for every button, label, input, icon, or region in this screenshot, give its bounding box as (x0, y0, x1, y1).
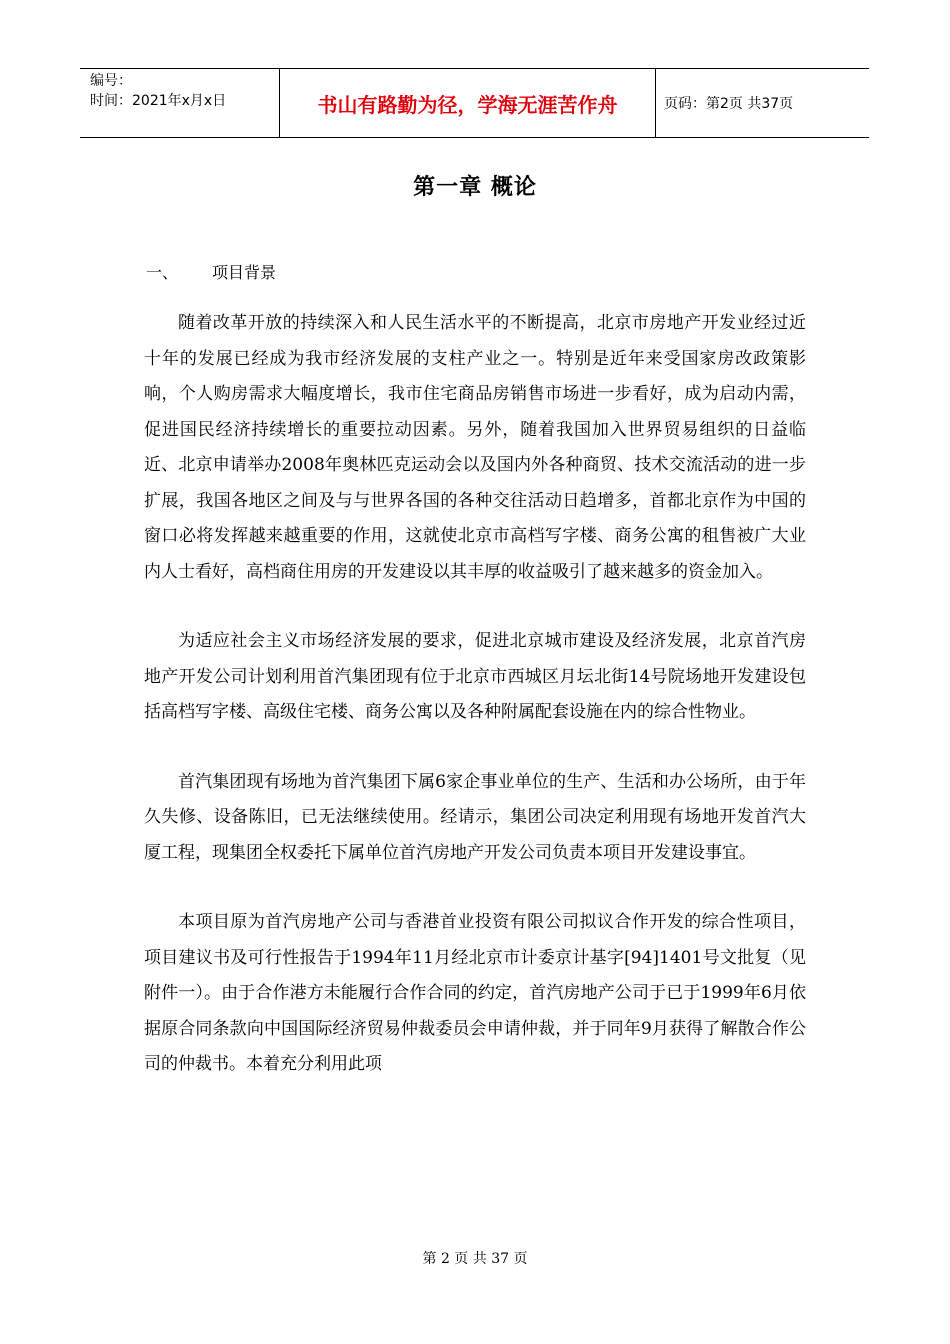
section-heading (146, 260, 276, 283)
document-time: 时间：2021年x月x日 (90, 93, 227, 109)
chapter-title: 第一章 概论 (413, 175, 537, 200)
paragraph: 首汽集团现有场地为首汽集团下属6家企事业单位的生产、生活和办公场所，由于年久失修、设备陈旧，已无法继续使用。经请示，集团公司决定利用现有场地开发首汽大厦工程，现集团全权委托下属单位首汽房地产开发公司负责本项目开发建设事宜。 (144, 771, 806, 863)
paragraph: 为适应社会主义市场经济发展的要求，促进北京城市建设及经济发展，北京首汽房地产开发公司计划利用首汽集团现有位于北京市西城区月坛北街14号院场地开发建设包括高档写字楼、高级住宅楼、商务公寓以及各种附属配套设施在内的综合性物业。 (144, 631, 806, 722)
section-number: 一、 (146, 263, 179, 282)
header-meta (80, 69, 280, 137)
header-page-info: 页码：第2页 共37页 (664, 96, 794, 112)
paragraph: 随着改革开放的持续深入和人民生活水平的不断提高，北京市房地产开发业经过近十年的发展已经成为我市经济发展的支柱产业之一。特别是近年来受国家房改政策影响，个人购房需求大幅度增长，我市住宅商品房销售市场进一步看好，成为启动内需，促进国民经济持续增长的重要拉动因素。另外，随着我国加入世界贸易组织的日益临近、北京申请举办2008年奥林匹克运动会以及国内外各种商贸、技术交流活动的进一步扩展，我国各地区之间及与与世界各国的各种交往活动日趋增多，首都北京作为中国的窗口必将发挥越来越重要的作用，这就使北京市高档写字楼、商务公寓的租售被广大业内人士看好，高档商住用房的开发建设以其丰厚的收益吸引了越来越多的资金加入。 (144, 313, 806, 582)
page-header (80, 68, 869, 138)
paragraph: 本项目原为首汽房地产公司与香港首业投资有限公司拟议合作开发的综合性项目，项目建议书及可行性报告于1994年11月经北京市计委京计基字[94]1401号文批复（见附件一）。由于合作港方未能履行合作合同的约定，首汽房地产公司于已于1999年6月依据原合同条款向中国国际经济贸易仲裁委员会申请仲裁，并于同年9月获得了解散合作公司的仲裁书。本着充分利用此项 (144, 912, 806, 1074)
header-motto: 书山有路勤为径，学海无涯苦作舟 (280, 69, 656, 137)
section-title: 项目背景 (212, 263, 277, 282)
document-number: 编号： (90, 73, 132, 89)
page-footer: 第 2 页 共 37 页 (422, 1251, 528, 1267)
body-content (144, 306, 806, 1117)
